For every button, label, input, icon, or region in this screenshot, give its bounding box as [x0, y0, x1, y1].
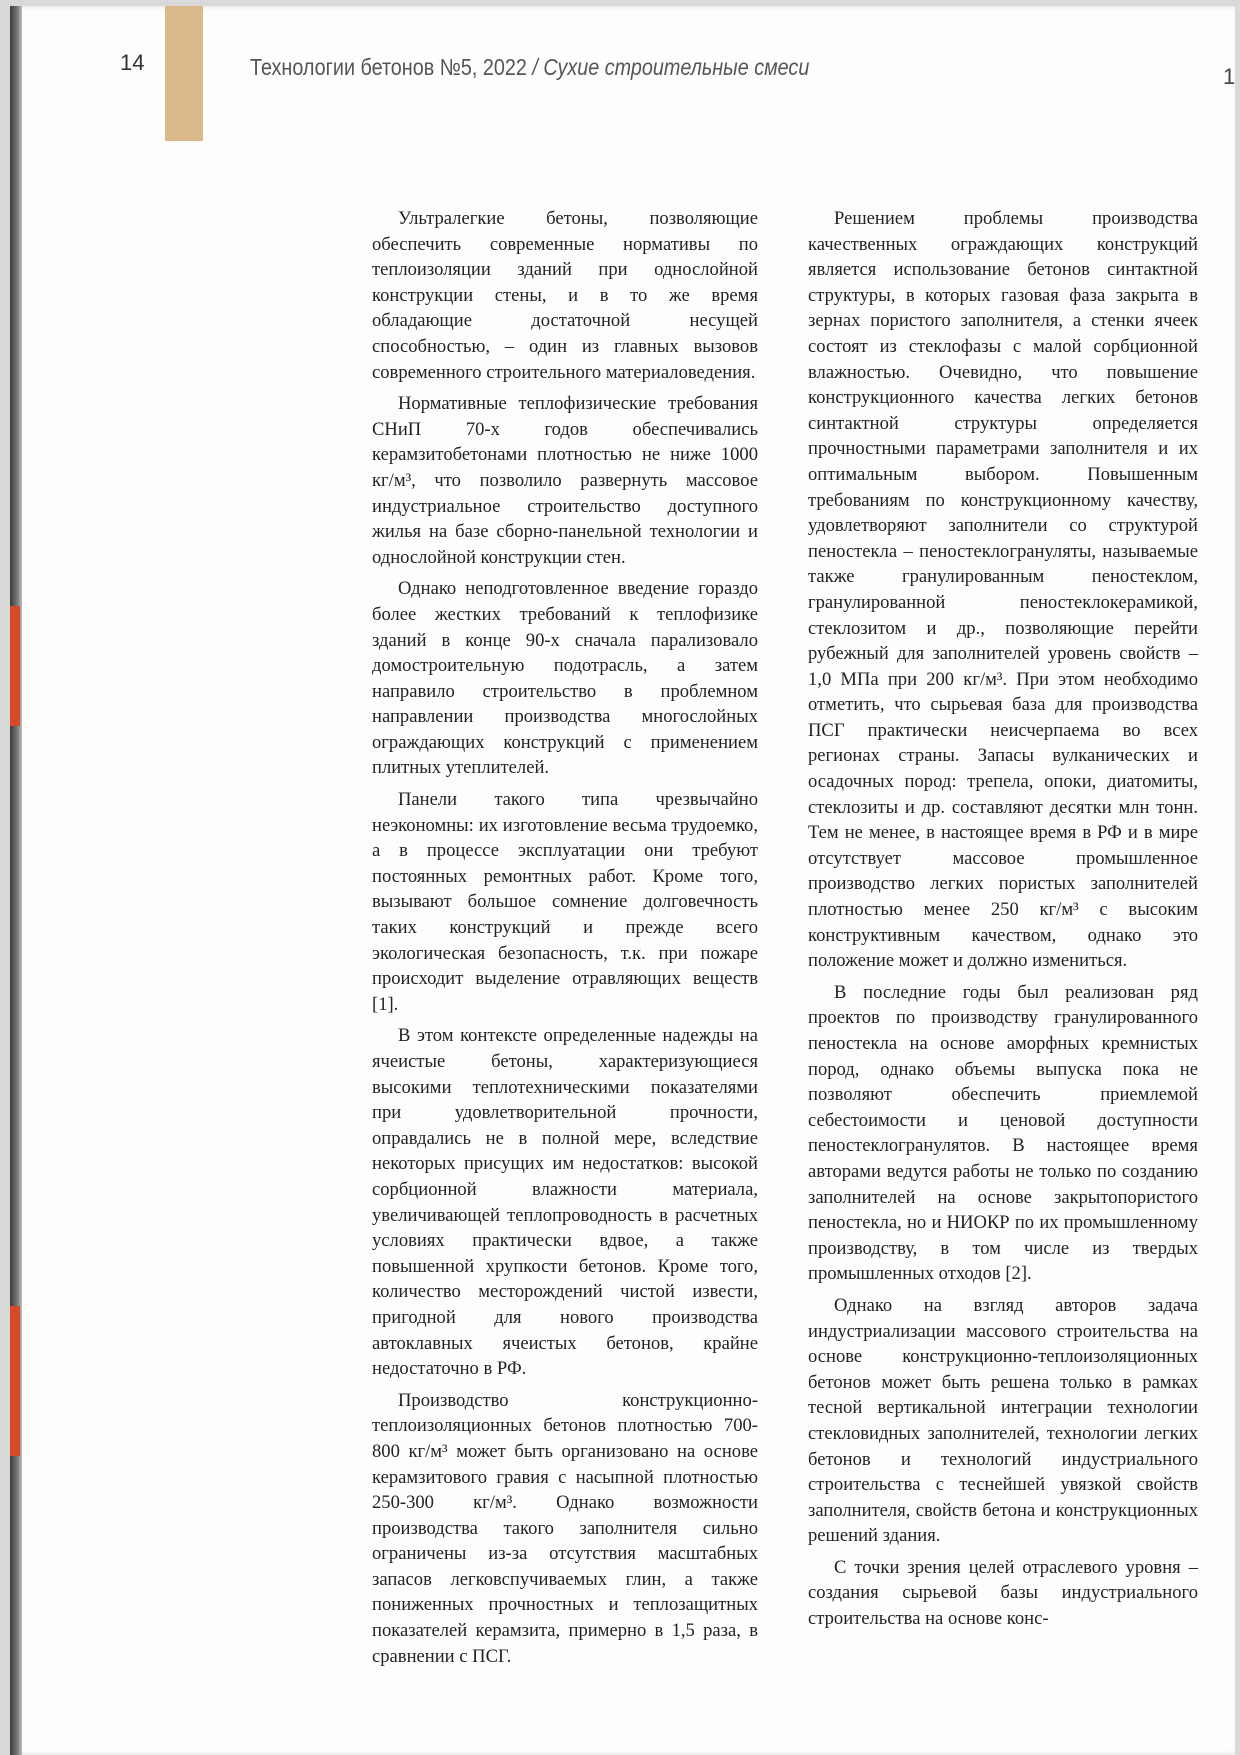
binding-spine — [10, 6, 22, 1755]
paragraph: С точки зрения целей отраслевого уровня – создания сырьевой базы индустриального строительства на основе конс- — [808, 1556, 1198, 1630]
paragraph: Панели такого типа чрезвычайно неэкономны: их изготовление весьма трудоемко, а в процессе эксплуатации они требуют постоянных ремонтных работ. Кроме того, вызывают большое сомнение долговечность таких конструкций и прежде всего экологическая безопасность, т.к. при пожаре происходит выделение отравляющих веществ [1]. — [372, 789, 758, 1015]
paragraph: Производство конструкционно-теплоизоляционных бетонов плотностью 700-800 кг/м³ может быть организовано на основе керамзитового гравия с насыпной плотностью 250-300 кг/м³. Однако возможности производства такого заполнителя сильно ограничены из-за отсутствия масштабных запасов легковспучиваемых глин, а также пониженных прочностных и теплозащитных показателей керамзита, примерно в 1,5 раза, в сравнении с ПСГ. — [372, 1389, 758, 1667]
right-text-column — [808, 206, 1198, 1638]
journal-title: Технологии бетонов №5, 2022 — [250, 54, 527, 80]
paragraph: В этом контексте определенные надежды на ячеистые бетоны, характеризующиеся высокими теплотехническими показателями при удовлетворительной прочности, оправдались не в полной мере, вследствие некоторых присущих им недостатков: высокой сорбционной влажности материала, увеличивающей теплопроводность в расчетных условиях практически вдвое, а также повышенной хрупкости бетонов. Кроме того, количество месторождений чистой извести, пригодной для нового производства автоклавных ячеистых бетонов, крайне недостаточно в РФ. — [372, 1025, 758, 1380]
paragraph: Решением проблемы производства качественных ограждающих конструкций является использование бетонов синтактной структуры, в которых газовая фаза закрыта в зернах пористого заполнителя, а стенки ячеек состоят из стеклофазы с малой сорбционной влажностью. Очевидно, что повышение конструкционного качества легких бетонов синтактной структуры определяется прочностными параметрами заполнителя и их оптимальным выбором. Повышенным требованиям по конструкционному качеству, удовлетворяют заполнители со структурой пеностекла – пеностеклогрануляты, называемые также гранулированным пеностеклом, гранулированной пеностеклокерамикой, стеклозитом и др., позволяющие перейти рубежный для заполнителей уровень свойств – 1,0 МПа при 200 кг/м³. При этом необходимо отметить, что сырьевая база для производства ПСГ практически неисчерпаема во всех регионах страны. Запасы вулканических и осадочных пород: трепела, опоки, диатомиты, стеклозиты и др. составляют десятки млн тонн. Тем не менее, в настоящее время в РФ и в мире отсутствует массовое промышленное производство легких пористых заполнителей плотностью менее 250 кг/м³ с высоким конструктивным качеством, однако это положение может и должно измениться. — [808, 208, 1198, 972]
paragraph: Однако неподготовленное введение гораздо более жестких требований к теплофизике зданий в конце 90-х сначала парализовало домостроительную подотрасль, а затем направило строительство в проблемном направлении производства многослойных ограждающих конструкций с применением плитных утеплителей. — [372, 578, 758, 779]
paragraph: Ультралегкие бетоны, позволяющие обеспечить современные нормативы по теплоизоляции зданий при однослойной конструкции стены, и в то же время обладающие достаточной несущей способностью, – один из главных вызовов современного строительного материаловедения. — [372, 208, 758, 383]
spine-color-mark — [10, 1306, 20, 1456]
section-color-tab — [165, 6, 203, 141]
running-head-separator: / — [526, 54, 544, 80]
paragraph: Нормативные теплофизические требования СНиП 70-х годов обеспечивались керамзитобетонами плотностью не ниже 1000 кг/м³, что позволило развернуть массовое индустриальное строительство доступного жилья на базе сборно-панельной технологии и однослойной конструкции стен. — [372, 393, 758, 568]
paragraph: Однако на взгляд авторов задача индустриализации массового строительства на основе конструкционно-теплоизоляционных бетонов может быть решена только в рамках тесной вертикальной интеграции технологии стекловидных заполнителей, технологии легких бетонов и технологий индустриального строительства с теснейшей увязкой свойств заполнителя, свойств бетона и конструкционных решений здания. — [808, 1294, 1198, 1547]
spine-color-mark — [10, 606, 20, 726]
section-title: Сухие строительные смеси — [543, 54, 810, 80]
left-text-column — [372, 206, 758, 1675]
paragraph: В последние годы был реализован ряд проектов по производству гранулированного пеностекла на основе аморфных кремнистых пород, однако объемы выпуска пока не позволяют обеспечить приемлемой себестоимости и ценовой доступности пеностеклогранулятов. В настоящее время авторами ведутся работы не только по созданию заполнителей на основе закрытопористого пеностекла, но и НИОКР по их промышленному производству, в том числе из твердых промышленных отходов [2]. — [808, 981, 1198, 1285]
running-head — [250, 54, 809, 81]
facing-page-number: 1 — [1223, 64, 1235, 89]
page-number: 14 — [120, 50, 145, 75]
journal-page — [10, 6, 1235, 1755]
